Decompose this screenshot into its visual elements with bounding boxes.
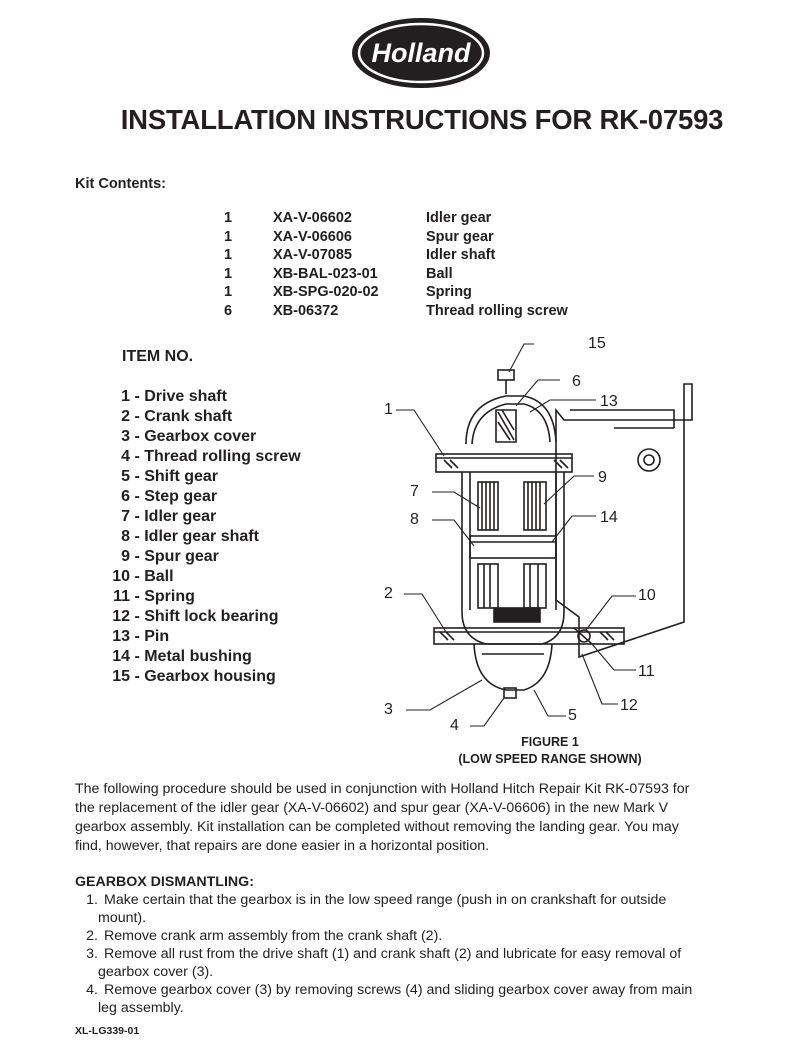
kit-part: XB-06372	[273, 303, 339, 319]
step-number: 1.	[86, 892, 98, 908]
logo-text: Holland	[371, 38, 471, 68]
kit-qty: 1	[224, 265, 233, 282]
step-number: 2.	[86, 928, 98, 944]
callout-label: 2	[384, 585, 393, 602]
item-name: Shift lock bearing	[144, 608, 279, 625]
item-name: Spring	[144, 588, 195, 605]
item-number: 4	[121, 448, 130, 465]
kit-desc: Spring	[426, 284, 472, 301]
callout-label: 3	[384, 701, 393, 718]
item-number: 15	[112, 668, 130, 685]
item-number: 5	[121, 468, 130, 485]
item-number: 7	[121, 508, 130, 525]
callout-label: 13	[600, 393, 618, 410]
kit-part: XB-BAL-023-01	[273, 265, 378, 282]
dismantling-step	[75, 945, 681, 981]
step-text: Remove gearbox cover (3) by removing screws (4) and sliding gearbox cover away from main	[104, 982, 693, 998]
item-name: Gearbox housing	[144, 668, 276, 685]
kit-desc: Idler gear	[426, 210, 492, 226]
callout-label: 9	[598, 469, 607, 486]
kit-qty: 6	[224, 303, 233, 319]
figure-title: FIGURE 1	[521, 735, 579, 749]
kit-qty: 1	[224, 210, 233, 226]
item-number: 11	[113, 588, 130, 605]
intro-line: gearbox assembly. Kit installation can be completed without removing the landing gear. You may	[75, 819, 679, 835]
page-title: INSTALLATION INSTRUCTIONS FOR RK-07593	[120, 104, 724, 135]
item-number: 13	[112, 628, 130, 645]
kit-desc: Idler shaft	[426, 247, 496, 264]
item-entry: 11 - Spring	[94, 588, 195, 606]
item-number: 10	[112, 568, 130, 585]
intro-line: The following procedure should be used in conjunction with Holland Hitch Repair Kit RK-07593 for	[75, 781, 690, 797]
callout-label: 14	[600, 509, 618, 526]
callout-label: 4	[450, 717, 459, 732]
item-entry: 6 - Step gear	[94, 488, 217, 506]
item-entry: 10 - Ball	[94, 568, 174, 586]
document-code: XL-LG339-01	[75, 1025, 140, 1037]
item-entry: 1 - Drive shaft	[94, 388, 227, 406]
step-text-continued: mount).	[98, 910, 147, 926]
step-text-continued: leg assembly.	[98, 1000, 184, 1016]
item-name: Idler gear	[144, 508, 217, 525]
step-text: Remove crank arm assembly from the crank shaft (2).	[104, 928, 443, 944]
item-entry: 4 - Thread rolling screw	[94, 448, 301, 466]
item-number: 14	[112, 648, 130, 665]
item-entry: 7 - Idler gear	[94, 508, 216, 526]
item-name: Gearbox cover	[144, 428, 257, 445]
callout-label: 5	[568, 707, 577, 724]
kit-desc: Thread rolling screw	[426, 303, 568, 319]
item-number: 2	[121, 408, 130, 425]
kit-part: XA-V-06606	[273, 228, 352, 245]
item-name: Ball	[144, 568, 174, 585]
kit-desc: Spur gear	[426, 228, 494, 245]
item-name: Crank shaft	[144, 408, 233, 425]
figure-caption	[440, 734, 660, 768]
dismantling-step	[75, 981, 692, 1017]
item-number: 1	[121, 388, 130, 405]
intro-paragraph	[75, 780, 743, 856]
dismantling-step	[75, 927, 442, 945]
item-entry: 3 - Gearbox cover	[94, 428, 256, 446]
step-text-continued: gearbox cover (3).	[98, 964, 214, 980]
item-entry: 8 - Idler gear shaft	[94, 528, 259, 546]
callout-label: 7	[410, 483, 419, 500]
item-entry: 12 - Shift lock bearing	[94, 608, 278, 626]
step-text: Make certain that the gearbox is in the low speed range (push in on crankshaft for outside	[104, 892, 667, 908]
item-number: 9	[121, 548, 130, 565]
holland-logo	[350, 16, 492, 90]
callout-label: 8	[410, 511, 419, 528]
item-name: Metal bushing	[144, 648, 252, 665]
item-name: Shift gear	[144, 468, 219, 485]
gearbox-diagram	[374, 332, 704, 732]
step-text: Remove all rust from the drive shaft (1) and crank shaft (2) and lubricate for easy removal of	[104, 946, 682, 962]
item-no-heading: ITEM NO.	[122, 348, 194, 365]
item-name: Idler gear shaft	[144, 528, 259, 545]
callout-label: 10	[638, 587, 656, 604]
kit-qty: 1	[224, 247, 233, 264]
item-number: 6	[121, 488, 130, 505]
kit-part: XA-V-06602	[273, 210, 352, 226]
callout-label: 11	[638, 663, 655, 680]
item-number: 8	[121, 528, 130, 545]
item-entry: 15 - Gearbox housing	[94, 668, 276, 686]
callout-label: 15	[588, 335, 606, 352]
intro-line: the replacement of the idler gear (XA-V-06602) and spur gear (XA-V-06606) in the new Mark V	[75, 800, 669, 816]
item-name: Pin	[144, 628, 170, 645]
kit-desc: Ball	[426, 265, 453, 282]
kit-part: XA-V-07085	[273, 247, 352, 264]
kit-qty: 1	[224, 228, 233, 245]
item-name: Thread rolling screw	[144, 448, 301, 465]
item-entry: 14 - Metal bushing	[94, 648, 252, 666]
callout-label: 1	[384, 401, 393, 418]
figure-subtitle: (LOW SPEED RANGE SHOWN)	[458, 752, 642, 766]
item-name: Drive shaft	[144, 388, 227, 405]
step-number: 3.	[86, 946, 98, 962]
step-number: 4.	[86, 982, 98, 998]
callout-label: 12	[620, 697, 638, 714]
item-entry: 13 - Pin	[94, 628, 169, 646]
dismantling-step	[75, 891, 666, 927]
kit-part: XB-SPG-020-02	[273, 284, 379, 301]
item-entry: 5 - Shift gear	[94, 468, 218, 486]
kit-contents-label: Kit Contents:	[75, 176, 167, 192]
item-entry: 2 - Crank shaft	[94, 408, 232, 426]
item-name: Spur gear	[144, 548, 219, 565]
kit-qty: 1	[224, 284, 233, 301]
callout-label: 6	[572, 373, 581, 390]
item-number: 3	[121, 428, 130, 445]
item-number: 12	[112, 608, 130, 625]
item-name: Step gear	[144, 488, 218, 505]
intro-line: find, however, that repairs are done easier in a horizontal position.	[75, 838, 490, 854]
dismantling-heading: GEARBOX DISMANTLING:	[75, 874, 254, 890]
item-entry: 9 - Spur gear	[94, 548, 219, 566]
